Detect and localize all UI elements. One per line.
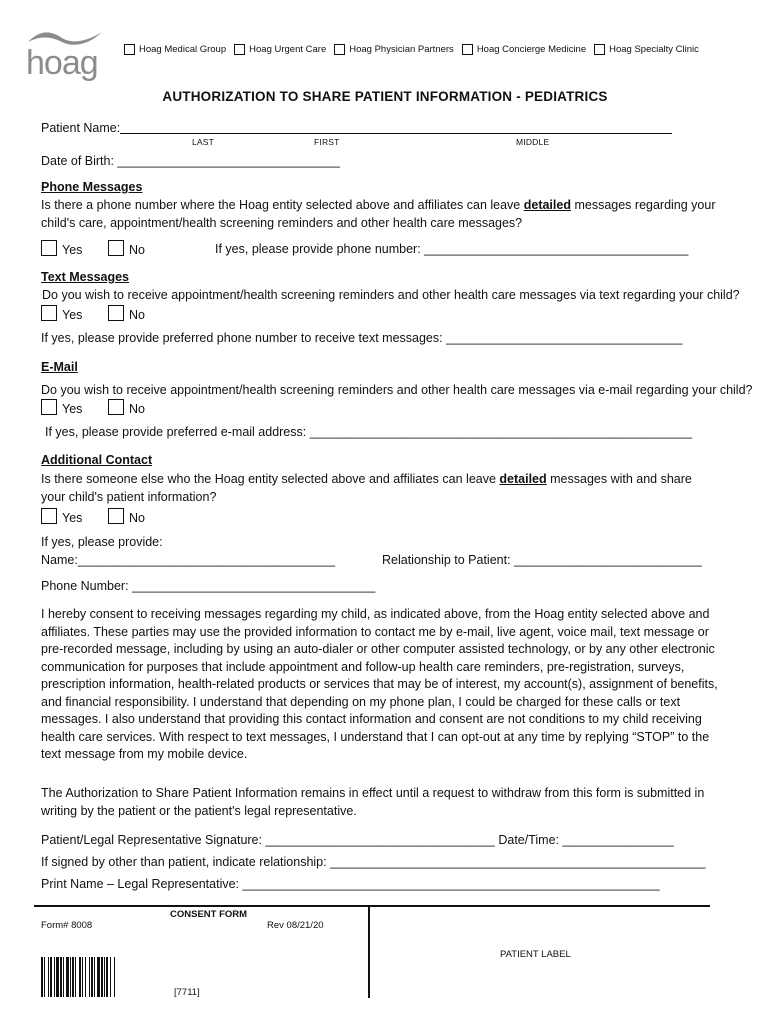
- additional-question-post: messages with and share: [546, 472, 692, 486]
- text-yes-option[interactable]: [41, 305, 82, 324]
- entity-selector: [124, 44, 699, 55]
- barcode-bar: [97, 957, 100, 997]
- barcode-bar: [82, 957, 83, 997]
- checkbox[interactable]: [462, 44, 473, 55]
- additional-if-yes: If yes, please provide:: [41, 535, 163, 549]
- text-messages-heading: Text Messages: [41, 270, 130, 284]
- email-yes-option[interactable]: [41, 399, 82, 418]
- additional-yes-option[interactable]: [41, 508, 82, 527]
- phone-question-post: messages regarding your: [570, 198, 716, 212]
- text-no-checkbox[interactable]: [108, 305, 124, 321]
- checkbox[interactable]: [594, 44, 605, 55]
- phone-yes-checkbox[interactable]: [41, 240, 57, 256]
- entity-label: Hoag Medical Group: [139, 44, 227, 55]
- revision-date: Rev 08/21/20: [267, 920, 324, 931]
- additional-no-checkbox[interactable]: [108, 508, 124, 524]
- form-code: [7711]: [174, 987, 200, 998]
- text-phone-field[interactable]: If yes, please provide preferred phone number to receive text messages: __________________________________: [41, 331, 683, 345]
- footer-vertical-divider: [368, 906, 370, 998]
- phone-messages-heading: Phone Messages: [41, 180, 143, 194]
- yes-label: Yes: [62, 308, 83, 322]
- footer-divider: [34, 905, 710, 907]
- barcode-bar: [91, 957, 93, 997]
- additional-question-line1: [41, 471, 692, 488]
- barcode-bar: [75, 957, 76, 997]
- email-heading: E-Mail: [41, 360, 78, 374]
- phone-number-field[interactable]: If yes, please provide phone number: ______________________________________: [215, 242, 689, 256]
- yes-label: Yes: [62, 511, 83, 525]
- contact-name-field[interactable]: Name:_____________________________________: [41, 553, 336, 567]
- no-label: No: [129, 511, 145, 525]
- middle-label: MIDDLE: [516, 137, 550, 147]
- relationship-field[interactable]: Relationship to Patient: ___________________________: [382, 553, 702, 567]
- email-address-field[interactable]: If yes, please provide preferred e-mail address: _______________________________________________________: [45, 425, 693, 439]
- entity-label: Hoag Urgent Care: [249, 44, 327, 55]
- barcode-bar: [56, 957, 59, 997]
- signer-relationship-field[interactable]: If signed by other than patient, indicate relationship: ______________________________________________________: [41, 855, 706, 869]
- checkbox[interactable]: [124, 44, 135, 55]
- hoag-logo: [26, 28, 106, 88]
- barcode-bar: [54, 957, 55, 997]
- form-number: Form# 8008: [41, 920, 93, 931]
- phone-no-option[interactable]: [108, 240, 145, 259]
- last-label: LAST: [192, 137, 215, 147]
- entity-label: Hoag Specialty Clinic: [609, 44, 699, 55]
- barcode-bar: [72, 957, 74, 997]
- email-no-checkbox[interactable]: [108, 399, 124, 415]
- yes-label: Yes: [62, 243, 83, 257]
- barcode-bar: [94, 957, 95, 997]
- consent-paragraph: I hereby consent to receiving messages regarding my child, as indicated above, from the Hoag entity selected above and affiliates. These parties may use the provided information to contact me by e-mail, live agent, voice mail, text message or pre-recorded message, including by using an auto-dialer or other computer assisted technology, or by any other electronic communication for purposes that include appointment and follow-up health care reminders, pre-registration, surveys, prescription information, health-related products or services that may be of interest, my account(s), assignment of benefits, and financial responsibility. I understand that depending on my phone plan, I could be charged for these calls or text messages. I also understand that providing this contact information and consent are not conditions to my child receiving health care services. With respect to text messages, I understand that I can opt-out at any time by replying “STOP” to the text message from my mobile device.: [41, 607, 718, 761]
- barcode-bar: [106, 957, 108, 997]
- first-label: FIRST: [314, 137, 340, 147]
- barcode-bar: [70, 957, 71, 997]
- form-title: AUTHORIZATION TO SHARE PATIENT INFORMATION - PEDIATRICS: [162, 89, 608, 104]
- contact-phone-field[interactable]: Phone Number: ___________________________________: [41, 579, 376, 593]
- entity-option[interactable]: [124, 44, 226, 55]
- signature-field[interactable]: Patient/Legal Representative Signature: _________________________________ Date/Time: ________________: [41, 833, 674, 847]
- barcode-bar: [101, 957, 103, 997]
- patient-name-line[interactable]: [120, 133, 672, 134]
- barcode-bar: [60, 957, 62, 997]
- additional-contact-heading: Additional Contact: [41, 453, 153, 467]
- barcode-bar: [110, 957, 111, 997]
- barcode-bar: [41, 957, 43, 997]
- yes-label: Yes: [62, 402, 83, 416]
- text-no-option[interactable]: [108, 305, 145, 324]
- additional-yes-checkbox[interactable]: [41, 508, 57, 524]
- barcode-bar: [63, 957, 64, 997]
- phone-question-em: detailed: [523, 198, 571, 212]
- patient-name-label: Patient Name:: [41, 121, 121, 135]
- email-no-option[interactable]: [108, 399, 145, 418]
- barcode-bar: [89, 957, 90, 997]
- text-question: Do you wish to receive appointment/health screening reminders and other health care messages via text regarding your child?: [42, 288, 740, 302]
- date-of-birth-field[interactable]: Date of Birth: ________________________________: [41, 154, 340, 168]
- text-yes-checkbox[interactable]: [41, 305, 57, 321]
- barcode-bar: [79, 957, 81, 997]
- additional-question-line2: your child's patient information?: [41, 490, 217, 504]
- consent-form-label: CONSENT FORM: [170, 909, 248, 920]
- entity-option[interactable]: [594, 44, 699, 55]
- entity-option[interactable]: [462, 44, 586, 55]
- email-question: Do you wish to receive appointment/health screening reminders and other health care messages via e-mail regarding your child?: [41, 383, 753, 397]
- phone-yes-option[interactable]: [41, 240, 82, 259]
- phone-question-line1: [41, 197, 716, 214]
- email-yes-checkbox[interactable]: [41, 399, 57, 415]
- barcode-bar: [104, 957, 105, 997]
- logo-text: hoag: [26, 44, 98, 82]
- entity-option[interactable]: [234, 44, 326, 55]
- additional-question-pre: Is there someone else who the Hoag entity selected above and affiliates can leave: [41, 472, 500, 486]
- phone-question-line2: child's care, appointment/health screening reminders and other health care messages?: [41, 216, 523, 230]
- barcode-bar: [50, 957, 52, 997]
- no-label: No: [129, 308, 145, 322]
- patient-label-area: PATIENT LABEL: [500, 949, 571, 960]
- additional-no-option[interactable]: [108, 508, 145, 527]
- entity-option[interactable]: [334, 44, 454, 55]
- barcode-bar: [114, 957, 115, 997]
- barcode-bar: [44, 957, 45, 997]
- phone-no-checkbox[interactable]: [108, 240, 124, 256]
- barcode-bar: [48, 957, 49, 997]
- print-name-field[interactable]: Print Name – Legal Representative: ____________________________________________________________: [41, 877, 660, 891]
- no-label: No: [129, 402, 145, 416]
- additional-question-em: detailed: [499, 472, 547, 486]
- checkbox[interactable]: [234, 44, 245, 55]
- phone-question-pre: Is there a phone number where the Hoag entity selected above and affiliates can leave: [41, 198, 524, 212]
- barcode: [41, 957, 141, 997]
- barcode-bar: [66, 957, 69, 997]
- checkbox[interactable]: [334, 44, 345, 55]
- no-label: No: [129, 243, 145, 257]
- withdrawal-paragraph: The Authorization to Share Patient Information remains in effect until a request to withdraw from this form is submitted in writing by the patient or the patient's legal representative.: [41, 786, 705, 818]
- entity-label: Hoag Concierge Medicine: [476, 44, 587, 55]
- entity-label: Hoag Physician Partners: [349, 44, 454, 55]
- barcode-bar: [85, 957, 86, 997]
